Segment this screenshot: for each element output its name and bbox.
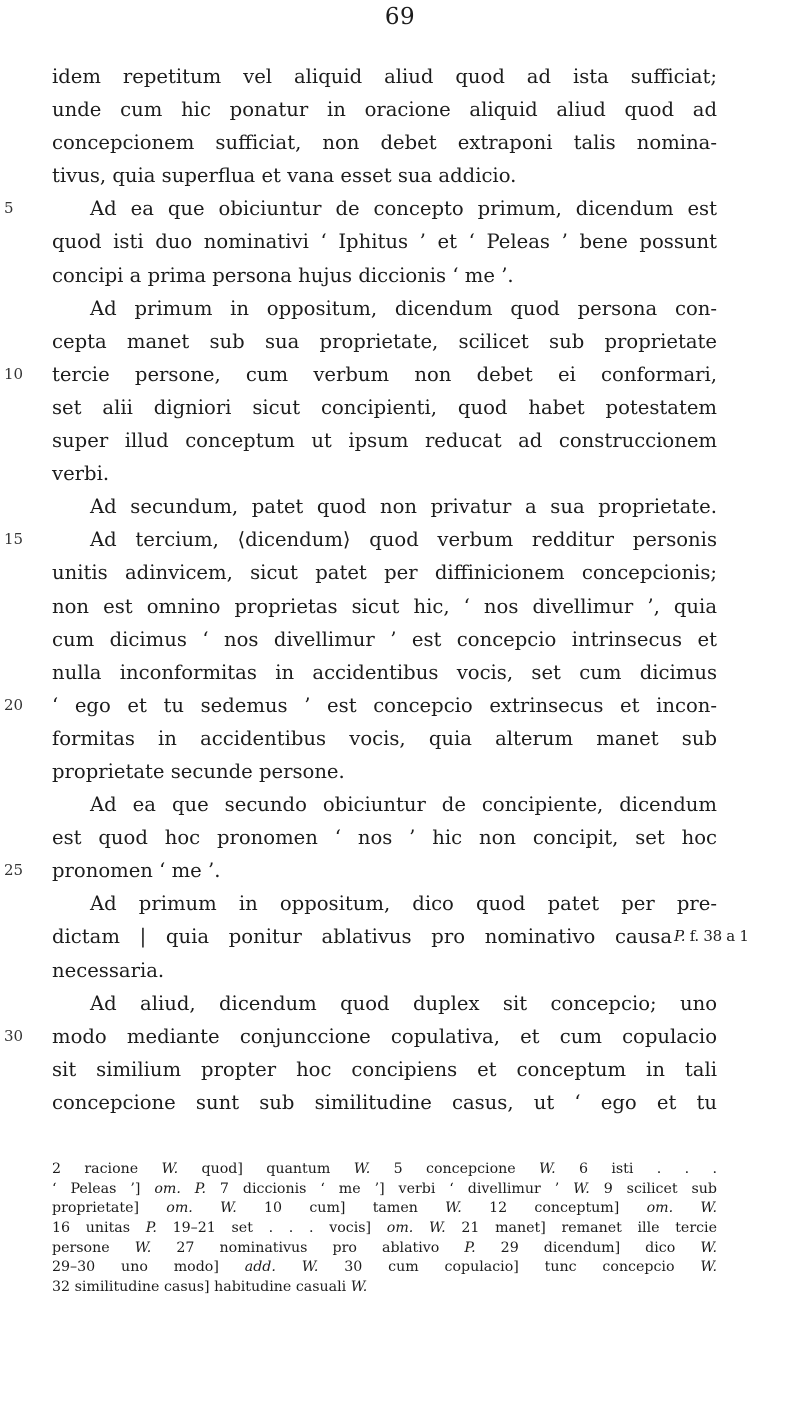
text-line bbox=[52, 788, 717, 821]
text-line bbox=[4, 689, 717, 722]
line-text: concepcionem sufficiat, non debet extraponi talis nomina- bbox=[52, 131, 717, 155]
text-line bbox=[52, 93, 717, 126]
page-number: 69 bbox=[384, 4, 416, 30]
line-text: unitis adinvicem, sicut patet per diffinicionem concepcionis; bbox=[52, 561, 717, 585]
text-line bbox=[4, 192, 717, 225]
apparatus-line: ‘ Peleas ’] om. P. 7 diccionis ‘ me ’] verbi ‘ divellimur ’ W. 9 scilicet sub bbox=[52, 1180, 717, 1197]
line-text: cum dicimus ‘ nos divellimur ’ est concepcio intrinsecus et bbox=[52, 627, 717, 651]
text-line bbox=[52, 590, 717, 623]
line-text: cepta manet sub sua proprietate, scilicet sub proprietate bbox=[52, 329, 717, 353]
line-text: idem repetitum vel aliquid aliud quod ad ista sufficiat; bbox=[52, 65, 717, 88]
line-text: Ad primum in oppositum, dicendum quod persona con- bbox=[90, 296, 717, 320]
line-text: concipi a prima persona hujus diccionis ‘ me ’. bbox=[52, 263, 514, 287]
text-line bbox=[52, 60, 717, 93]
text-line bbox=[52, 225, 717, 258]
text-line bbox=[52, 755, 717, 788]
line-text: Ad primum in oppositum, dico quod patet per pre- bbox=[90, 892, 717, 916]
text-line bbox=[52, 722, 717, 755]
text-line bbox=[52, 556, 717, 589]
line-text: est quod hoc pronomen ‘ nos ’ hic non concipit, set hoc bbox=[52, 826, 717, 850]
text-line bbox=[52, 821, 717, 854]
line-number: 10 bbox=[4, 364, 24, 383]
line-text: Ad secundum, patet quod non privatur a sua proprietate. bbox=[90, 495, 717, 519]
line-text: super illud conceptum ut ipsum reducat ad construccionem bbox=[52, 429, 717, 453]
apparatus-line: 2 racione W. quod] quantum W. 5 concepcione W. 6 isti . . . bbox=[52, 1161, 717, 1177]
line-text: tivus, quia superflua et vana esset sua addicio. bbox=[52, 164, 517, 188]
line-text: pronomen ‘ me ’. bbox=[52, 859, 221, 883]
apparatus-line: proprietate] om. W. 10 cum] tamen W. 12 conceptum] om. W. bbox=[52, 1200, 718, 1217]
line-text: proprietate secunde persone. bbox=[52, 759, 345, 783]
critical-apparatus bbox=[52, 1160, 717, 1298]
text-line bbox=[4, 523, 717, 556]
text-line bbox=[52, 987, 717, 1020]
line-text: Ad tercium, ⟨dicendum⟩ quod verbum redditur personis bbox=[90, 528, 717, 552]
text-line bbox=[52, 887, 717, 920]
line-number: 15 bbox=[4, 530, 24, 549]
line-text: verbi. bbox=[52, 462, 110, 486]
text-line bbox=[52, 457, 717, 490]
line-text: unde cum hic ponatur in oracione aliquid aliud quod ad bbox=[52, 98, 717, 122]
line-number: 25 bbox=[4, 861, 24, 880]
line-text: Ad aliud, dicendum quod duplex sit concepcio; uno bbox=[90, 991, 717, 1015]
text-line bbox=[52, 656, 717, 689]
apparatus-line: 32 similitudine casus] habitudine casuali W. bbox=[52, 1279, 368, 1296]
text-line bbox=[52, 424, 717, 457]
text-line bbox=[52, 159, 717, 192]
line-text: set alii digniori sicut concipienti, quod habet potestatem bbox=[52, 395, 717, 419]
line-text: Ad ea que obiciuntur de concepto primum, dicendum est bbox=[90, 197, 717, 221]
text-line bbox=[52, 292, 717, 325]
line-text: necessaria. bbox=[52, 958, 165, 982]
apparatus-line: persone W. 27 nominativus pro ablativo P. 29 dicendum] dico W. bbox=[52, 1239, 717, 1256]
text-line bbox=[52, 920, 749, 953]
text-line bbox=[4, 358, 717, 391]
line-text: modo mediante conjunccione copulativa, et cum copulacio bbox=[52, 1024, 717, 1048]
line-text: tercie persone, cum verbum non debet ei conformari, bbox=[52, 362, 717, 386]
apparatus-line: 16 unitas P. 19–21 set . . . vocis] om. W. 21 manet] remanet ille tercie bbox=[52, 1220, 717, 1237]
text-line bbox=[52, 1086, 717, 1119]
line-number: 20 bbox=[4, 695, 24, 714]
main-text bbox=[4, 60, 749, 1119]
line-text: dictam | quia ponitur ablativus pro nominativo causa bbox=[52, 925, 672, 949]
text-line bbox=[52, 391, 717, 424]
text-line bbox=[52, 126, 717, 159]
text-line bbox=[4, 854, 717, 887]
text-line bbox=[52, 325, 717, 358]
line-text: nulla inconformitas in accidentibus vocis, set cum dicimus bbox=[52, 660, 717, 684]
folio-siglum: P. bbox=[674, 927, 686, 946]
text-line bbox=[52, 623, 717, 656]
text-line bbox=[52, 259, 717, 292]
line-text: sit similium propter hoc concipiens et conceptum in tali bbox=[52, 1057, 717, 1081]
line-text: formitas in accidentibus vocis, quia alterum manet sub bbox=[52, 726, 717, 750]
line-text: concepcione sunt sub similitudine casus, ut ‘ ego et tu bbox=[52, 1090, 717, 1114]
text-line bbox=[4, 1020, 717, 1053]
text-line bbox=[52, 490, 717, 523]
line-text: Ad ea que secundo obiciuntur de concipiente, dicendum bbox=[90, 793, 717, 817]
folio-margin-note bbox=[674, 920, 749, 953]
folio-number: f. 38 a 1 bbox=[685, 927, 749, 946]
line-number: 30 bbox=[4, 1026, 24, 1045]
line-text: quod isti duo nominativi ‘ Iphitus ’ et ‘ Peleas ’ bene possunt bbox=[52, 230, 717, 254]
text-line bbox=[52, 1053, 717, 1086]
line-text: ‘ ego et tu sedemus ’ est concepcio extrinsecus et incon- bbox=[52, 693, 717, 717]
apparatus-line: 29–30 uno modo] add. W. 30 cum copulacio] tunc concepcio W. bbox=[52, 1259, 717, 1276]
line-text: non est omnino proprietas sicut hic, ‘ nos divellimur ’, quia bbox=[52, 594, 717, 618]
line-number: 5 bbox=[4, 199, 14, 218]
text-line bbox=[52, 954, 717, 987]
